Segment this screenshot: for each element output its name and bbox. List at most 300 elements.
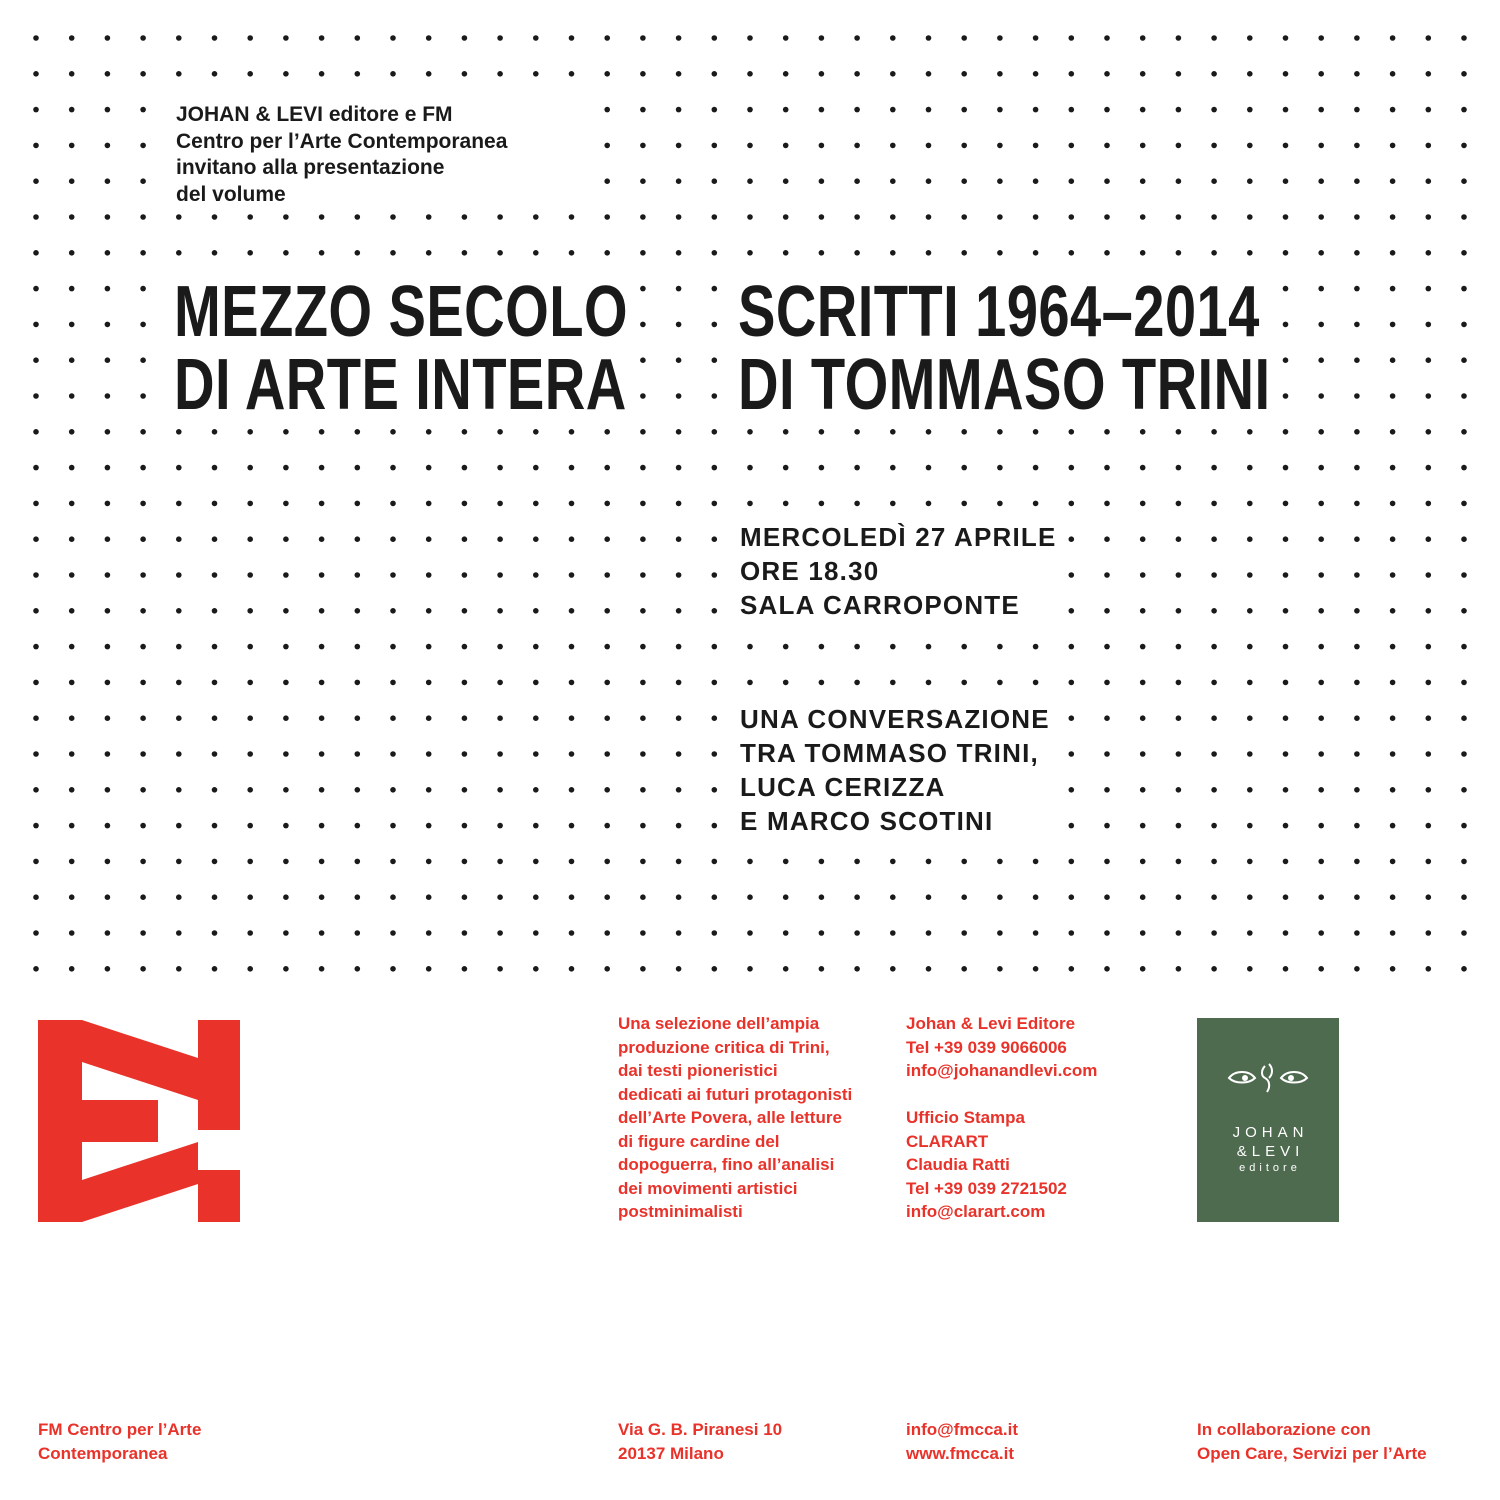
grid-dot [1461,71,1467,77]
grid-dot [1104,35,1110,41]
grid-dot [604,178,610,184]
grid-dot [212,572,218,578]
grid-dot [69,214,75,220]
grid-dot [1104,107,1110,113]
grid-dot [1104,894,1110,900]
grid-dot [533,966,539,972]
grid-dot [247,465,253,471]
grid-dot [604,859,610,865]
grid-dot [462,787,468,793]
grid-dot [69,107,75,113]
grid-dot [783,35,789,41]
grid-dot [1211,71,1217,77]
grid-dot [33,465,39,471]
grid-dot [1354,35,1360,41]
grid-dot [676,894,682,900]
grid-dot [1426,572,1432,578]
grid-dot [105,608,111,614]
footer-website[interactable]: www.fmcca.it [906,1443,1015,1463]
grid-dot [33,71,39,77]
grid-dot [355,680,361,686]
grid-dot [33,429,39,435]
grid-dot [105,930,111,936]
grid-dot [176,715,182,721]
grid-dot [569,787,575,793]
grid-dot [212,501,218,507]
grid-dot [1283,644,1289,650]
grid-dot [69,966,75,972]
grid-dot [355,608,361,614]
grid-dot [69,250,75,256]
grid-dot [33,966,39,972]
publisher-email[interactable]: info@johanandlevi.com [906,1061,1098,1080]
grid-dot [1390,787,1396,793]
grid-dot [1140,35,1146,41]
grid-dot [926,966,932,972]
grid-dot [747,644,753,650]
grid-dot [997,644,1003,650]
grid-dot [1140,250,1146,256]
grid-dot [1390,894,1396,900]
footer-email[interactable]: info@fmcca.it [906,1420,1018,1439]
grid-dot [1104,751,1110,757]
grid-dot [676,107,682,113]
grid-dot [497,71,503,77]
grid-dot [533,501,539,507]
title-line: DI ARTE INTERA [174,345,627,425]
grid-dot [783,107,789,113]
grid-dot [604,429,610,435]
conversation-line: TRA TOMMASO TRINI, [740,738,1039,768]
grid-dot [1033,501,1039,507]
grid-dot [1390,536,1396,542]
grid-dot [1426,429,1432,435]
grid-dot [1069,859,1075,865]
grid-dot [533,644,539,650]
grid-dot [1247,35,1253,41]
grid-dot [1283,465,1289,471]
grid-dot [390,250,396,256]
grid-dot [533,715,539,721]
grid-dot [1461,35,1467,41]
grid-dot [926,894,932,900]
grid-dot [1176,644,1182,650]
grid-dot [1461,250,1467,256]
grid-dot [712,859,718,865]
grid-dot [890,71,896,77]
grid-dot [176,644,182,650]
grid-dot [783,465,789,471]
grid-dot [176,536,182,542]
grid-dot [640,286,646,292]
grid-dot [283,894,289,900]
grid-dot [1104,250,1110,256]
grid-dot [1283,894,1289,900]
logo-text-levi: &LEVI [1236,1143,1305,1160]
grid-dot [33,357,39,363]
grid-dot [319,823,325,829]
grid-dot [140,35,146,41]
grid-dot [176,894,182,900]
grid-dot [212,429,218,435]
grid-dot [355,930,361,936]
grid-dot [640,572,646,578]
grid-dot [604,966,610,972]
grid-dot [1247,894,1253,900]
grid-dot [140,966,146,972]
grid-dot [1033,465,1039,471]
intro-line: del volume [176,182,286,206]
grid-dot [1211,966,1217,972]
grid-dot [1461,536,1467,542]
grid-dot [1283,966,1289,972]
press-contacts [906,1106,1067,1224]
grid-dot [69,930,75,936]
grid-dot [783,71,789,77]
grid-dot [105,107,111,113]
grid-dot [176,429,182,435]
grid-dot [997,930,1003,936]
grid-dot [176,608,182,614]
grid-dot [176,787,182,793]
grid-dot [783,894,789,900]
event-venue: SALA CARROPONTE [740,590,1020,620]
grid-dot [1318,572,1324,578]
grid-dot [569,35,575,41]
grid-dot [712,501,718,507]
grid-dot [640,35,646,41]
grid-dot [890,107,896,113]
grid-dot [355,35,361,41]
grid-dot [1140,536,1146,542]
grid-dot [1176,966,1182,972]
grid-dot [676,930,682,936]
grid-dot [533,859,539,865]
grid-dot [140,715,146,721]
grid-dot [212,35,218,41]
grid-dot [604,751,610,757]
grid-dot [997,107,1003,113]
grid-dot [1461,501,1467,507]
grid-dot [604,644,610,650]
grid-dot [640,429,646,435]
grid-dot [640,644,646,650]
grid-dot [69,572,75,578]
grid-dot [69,35,75,41]
grid-dot [1461,357,1467,363]
grid-dot [1211,787,1217,793]
grid-dot [1176,572,1182,578]
grid-dot [1426,71,1432,77]
footer-line: Open Care, Servizi per l’Arte [1197,1443,1427,1463]
grid-dot [1104,536,1110,542]
grid-dot [1283,214,1289,220]
grid-dot [140,178,146,184]
grid-dot [462,572,468,578]
grid-dot [1318,429,1324,435]
footer-address [618,1418,782,1465]
grid-dot [1426,751,1432,757]
grid-dot [319,894,325,900]
grid-dot [819,143,825,149]
grid-dot [1176,178,1182,184]
grid-dot [140,501,146,507]
grid-dot [426,966,432,972]
grid-dot [1069,501,1075,507]
grid-dot [961,143,967,149]
grid-dot [390,536,396,542]
grid-dot [105,751,111,757]
intro-line: invitano alla presentazione [176,156,445,179]
footer-web [906,1418,1018,1465]
grid-dot [426,823,432,829]
grid-dot [604,143,610,149]
grid-dot [105,429,111,435]
grid-dot [783,644,789,650]
grid-dot [712,930,718,936]
publisher-tel: Tel +39 039 9066006 [906,1037,1067,1057]
grid-dot [819,465,825,471]
grid-dot [640,787,646,793]
grid-dot [712,966,718,972]
grid-dot [1426,787,1432,793]
grid-dot [640,608,646,614]
grid-dot [1140,178,1146,184]
grid-dot [819,107,825,113]
grid-dot [1318,787,1324,793]
footer-line: In collaborazione con [1197,1420,1371,1439]
grid-dot [33,715,39,721]
grid-dot [783,429,789,435]
grid-dot [1247,608,1253,614]
grid-dot [105,143,111,149]
grid-dot [247,250,253,256]
grid-dot [604,465,610,471]
grid-dot [1318,536,1324,542]
grid-dot [283,751,289,757]
grid-dot [1461,859,1467,865]
grid-dot [319,250,325,256]
grid-dot [676,501,682,507]
grid-dot [390,680,396,686]
grid-dot [1354,143,1360,149]
grid-dot [1283,572,1289,578]
grid-dot [140,787,146,793]
grid-dot [1318,178,1324,184]
grid-dot [105,894,111,900]
grid-dot [33,35,39,41]
title-line: MEZZO SECOLO [174,272,628,352]
grid-dot [604,107,610,113]
grid-dot [1318,751,1324,757]
grid-dot [1140,787,1146,793]
grid-dot [961,35,967,41]
grid-dot [140,644,146,650]
grid-dot [69,143,75,149]
grid-dot [355,859,361,865]
grid-dot [140,357,146,363]
grid-dot [319,859,325,865]
grid-dot [1461,572,1467,578]
grid-dot [1461,322,1467,328]
grid-dot [712,71,718,77]
grid-dot [69,787,75,793]
grid-dot [533,465,539,471]
grid-dot [69,322,75,328]
grid-dot [247,751,253,757]
grid-dot [712,107,718,113]
footer-venue-name [38,1418,201,1465]
grid-dot [1140,71,1146,77]
grid-dot [212,680,218,686]
grid-dot [926,214,932,220]
grid-dot [1390,429,1396,435]
grid-dot [1247,823,1253,829]
grid-dot [1069,966,1075,972]
grid-dot [747,250,753,256]
grid-dot [890,465,896,471]
grid-dot [247,501,253,507]
grid-dot [1211,572,1217,578]
grid-dot [926,71,932,77]
grid-dot [604,214,610,220]
grid-dot [462,71,468,77]
grid-dot [1426,178,1432,184]
grid-dot [247,859,253,865]
grid-dot [676,250,682,256]
grid-dot [569,644,575,650]
grid-dot [1211,715,1217,721]
grid-dot [997,143,1003,149]
grid-dot [819,214,825,220]
grid-dot [140,107,146,113]
grid-dot [997,71,1003,77]
grid-dot [1247,107,1253,113]
grid-dot [426,501,432,507]
grid-dot [1283,429,1289,435]
grid-dot [783,680,789,686]
johan-levi-logo [1197,1018,1339,1222]
grid-dot [283,823,289,829]
grid-dot [533,572,539,578]
grid-dot [1140,501,1146,507]
grid-dot [1069,429,1075,435]
title-line: DI TOMMASO TRINI [738,345,1271,425]
grid-dot [819,178,825,184]
grid-dot [1390,608,1396,614]
grid-dot [783,966,789,972]
grid-dot [1033,966,1039,972]
grid-dot [604,501,610,507]
grid-dot [283,859,289,865]
grid-dot [33,823,39,829]
grid-dot [1247,143,1253,149]
description-line: dedicati ai futuri protagonisti [618,1084,853,1104]
grid-dot [1354,787,1360,793]
press-email[interactable]: info@clarart.com [906,1202,1046,1221]
footer-line: Via G. B. Piranesi 10 [618,1420,783,1439]
grid-dot [640,107,646,113]
grid-dot [1318,894,1324,900]
grid-dot [426,35,432,41]
grid-dot [69,71,75,77]
grid-dot [1390,644,1396,650]
grid-dot [176,465,182,471]
grid-dot [1176,501,1182,507]
grid-dot [69,178,75,184]
grid-dot [1283,71,1289,77]
grid-dot [997,680,1003,686]
grid-dot [712,286,718,292]
grid-dot [854,966,860,972]
grid-dot [140,859,146,865]
grid-dot [1176,71,1182,77]
grid-dot [1354,286,1360,292]
grid-dot [1247,465,1253,471]
grid-dot [1069,107,1075,113]
grid-dot [1104,572,1110,578]
grid-dot [212,644,218,650]
grid-dot [247,644,253,650]
grid-dot [497,465,503,471]
grid-dot [497,250,503,256]
grid-dot [1033,35,1039,41]
grid-dot [1176,608,1182,614]
grid-dot [1211,644,1217,650]
grid-dot [640,214,646,220]
grid-dot [712,644,718,650]
grid-dot [712,787,718,793]
grid-dot [961,71,967,77]
grid-dot [355,429,361,435]
grid-dot [319,214,325,220]
grid-dot [1318,608,1324,614]
grid-dot [319,644,325,650]
grid-dot [1354,214,1360,220]
grid-dot [676,859,682,865]
grid-dot [176,572,182,578]
grid-dot [247,536,253,542]
grid-dot [355,751,361,757]
grid-dot [1354,572,1360,578]
grid-dot [961,680,967,686]
grid-dot [33,178,39,184]
grid-dot [105,572,111,578]
press-tel: Tel +39 039 2721502 [906,1178,1067,1198]
grid-dot [462,859,468,865]
grid-dot [854,143,860,149]
grid-dot [640,680,646,686]
grid-dot [1318,823,1324,829]
grid-dot [283,680,289,686]
grid-dot [747,859,753,865]
grid-dot [926,250,932,256]
grid-dot [1461,823,1467,829]
grid-dot [1104,143,1110,149]
grid-dot [247,823,253,829]
grid-dot [1140,894,1146,900]
grid-dot [854,930,860,936]
grid-dot [1069,608,1075,614]
grid-dot [1033,644,1039,650]
grid-dot [1104,787,1110,793]
grid-dot [1140,859,1146,865]
grid-dot [497,823,503,829]
publisher-name: Johan & Levi Editore [906,1014,1076,1033]
grid-dot [462,644,468,650]
grid-dot [926,930,932,936]
grid-dot [140,250,146,256]
